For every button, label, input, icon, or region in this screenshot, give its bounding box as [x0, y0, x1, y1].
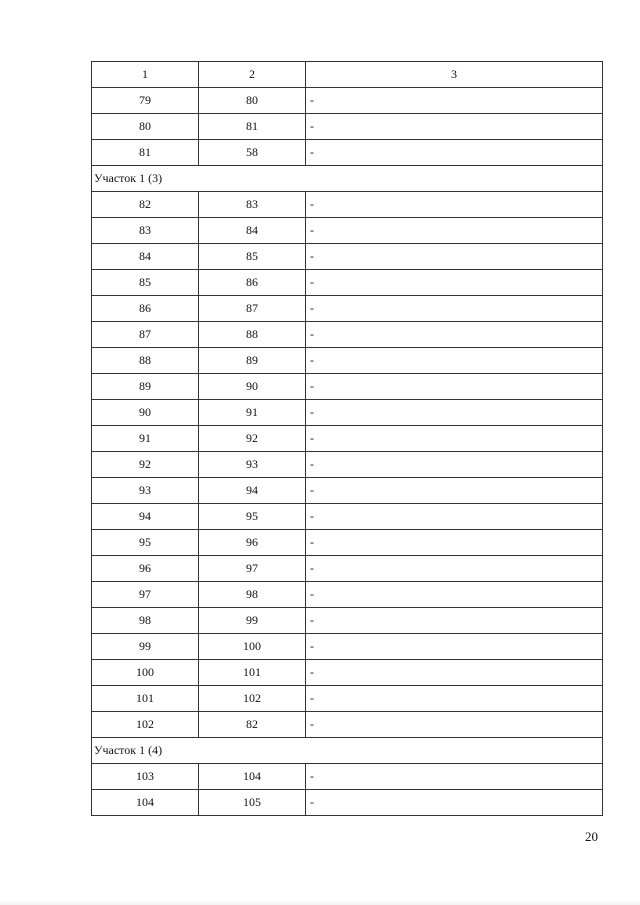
point-from-cell: 89 — [92, 374, 199, 400]
point-from-cell: 99 — [92, 634, 199, 660]
column-number-2: 2 — [199, 62, 306, 88]
table-row — [92, 530, 603, 556]
point-to-cell: 80 — [199, 88, 306, 114]
section-label: Участок 1 (3) — [92, 166, 603, 192]
table-row — [92, 426, 603, 452]
note-cell: - — [306, 218, 603, 244]
note-cell: - — [306, 530, 603, 556]
note-cell: - — [306, 790, 603, 816]
table-row — [92, 452, 603, 478]
table-row — [92, 790, 603, 816]
point-from-cell: 87 — [92, 322, 199, 348]
table-row — [92, 114, 603, 140]
point-from-cell: 83 — [92, 218, 199, 244]
point-to-cell: 85 — [199, 244, 306, 270]
note-cell: - — [306, 270, 603, 296]
point-to-cell: 97 — [199, 556, 306, 582]
point-from-cell: 84 — [92, 244, 199, 270]
point-from-cell: 93 — [92, 478, 199, 504]
note-cell: - — [306, 374, 603, 400]
point-from-cell: 82 — [92, 192, 199, 218]
point-from-cell: 95 — [92, 530, 199, 556]
point-from-cell: 96 — [92, 556, 199, 582]
point-to-cell: 89 — [199, 348, 306, 374]
table-row — [92, 322, 603, 348]
table-row — [92, 582, 603, 608]
column-number-1: 1 — [92, 62, 199, 88]
point-from-cell: 92 — [92, 452, 199, 478]
point-from-cell: 104 — [92, 790, 199, 816]
point-to-cell: 87 — [199, 296, 306, 322]
point-to-cell: 98 — [199, 582, 306, 608]
point-from-cell: 80 — [92, 114, 199, 140]
point-from-cell: 85 — [92, 270, 199, 296]
table-row — [92, 712, 603, 738]
table-row — [92, 634, 603, 660]
point-to-cell: 101 — [199, 660, 306, 686]
table-row — [92, 608, 603, 634]
note-cell: - — [306, 582, 603, 608]
table-row — [92, 478, 603, 504]
note-cell: - — [306, 712, 603, 738]
point-to-cell: 82 — [199, 712, 306, 738]
point-from-cell: 94 — [92, 504, 199, 530]
note-cell: - — [306, 296, 603, 322]
note-cell: - — [306, 634, 603, 660]
table-row — [92, 348, 603, 374]
note-cell: - — [306, 348, 603, 374]
point-from-cell: 97 — [92, 582, 199, 608]
table-row — [92, 270, 603, 296]
point-from-cell: 101 — [92, 686, 199, 712]
point-to-cell: 92 — [199, 426, 306, 452]
point-from-cell: 90 — [92, 400, 199, 426]
section-label: Участок 1 (4) — [92, 738, 603, 764]
note-cell: - — [306, 114, 603, 140]
table-row — [92, 400, 603, 426]
point-from-cell: 88 — [92, 348, 199, 374]
point-to-cell: 95 — [199, 504, 306, 530]
table-row — [92, 504, 603, 530]
point-to-cell: 91 — [199, 400, 306, 426]
note-cell: - — [306, 322, 603, 348]
table-header-row — [92, 62, 603, 88]
point-to-cell: 90 — [199, 374, 306, 400]
table-row — [92, 218, 603, 244]
point-from-cell: 102 — [92, 712, 199, 738]
scan-edge-shadow — [0, 899, 640, 905]
column-number-3: 3 — [306, 62, 603, 88]
point-to-cell: 102 — [199, 686, 306, 712]
note-cell: - — [306, 608, 603, 634]
note-cell: - — [306, 244, 603, 270]
table-row — [92, 192, 603, 218]
table-row — [92, 556, 603, 582]
point-to-cell: 99 — [199, 608, 306, 634]
note-cell: - — [306, 452, 603, 478]
boundary-points-table — [91, 61, 603, 816]
point-to-cell: 105 — [199, 790, 306, 816]
point-to-cell: 93 — [199, 452, 306, 478]
point-from-cell: 91 — [92, 426, 199, 452]
point-from-cell: 79 — [92, 88, 199, 114]
point-to-cell: 96 — [199, 530, 306, 556]
table-row — [92, 88, 603, 114]
table-row — [92, 686, 603, 712]
table-row — [92, 660, 603, 686]
note-cell: - — [306, 764, 603, 790]
point-to-cell: 83 — [199, 192, 306, 218]
table-row — [92, 140, 603, 166]
table-body — [92, 62, 603, 816]
table-row — [92, 764, 603, 790]
note-cell: - — [306, 88, 603, 114]
note-cell: - — [306, 426, 603, 452]
section-row — [92, 738, 603, 764]
point-to-cell: 94 — [199, 478, 306, 504]
page-number: 20 — [585, 829, 598, 844]
table-row — [92, 374, 603, 400]
table-row — [92, 296, 603, 322]
point-to-cell: 86 — [199, 270, 306, 296]
point-from-cell: 100 — [92, 660, 199, 686]
section-row — [92, 166, 603, 192]
note-cell: - — [306, 400, 603, 426]
note-cell: - — [306, 478, 603, 504]
point-to-cell: 84 — [199, 218, 306, 244]
note-cell: - — [306, 504, 603, 530]
note-cell: - — [306, 686, 603, 712]
point-from-cell: 86 — [92, 296, 199, 322]
point-to-cell: 88 — [199, 322, 306, 348]
point-from-cell: 98 — [92, 608, 199, 634]
table-row — [92, 244, 603, 270]
point-from-cell: 81 — [92, 140, 199, 166]
point-from-cell: 103 — [92, 764, 199, 790]
point-to-cell: 58 — [199, 140, 306, 166]
note-cell: - — [306, 660, 603, 686]
note-cell: - — [306, 556, 603, 582]
note-cell: - — [306, 192, 603, 218]
note-cell: - — [306, 140, 603, 166]
point-to-cell: 100 — [199, 634, 306, 660]
point-to-cell: 81 — [199, 114, 306, 140]
point-to-cell: 104 — [199, 764, 306, 790]
